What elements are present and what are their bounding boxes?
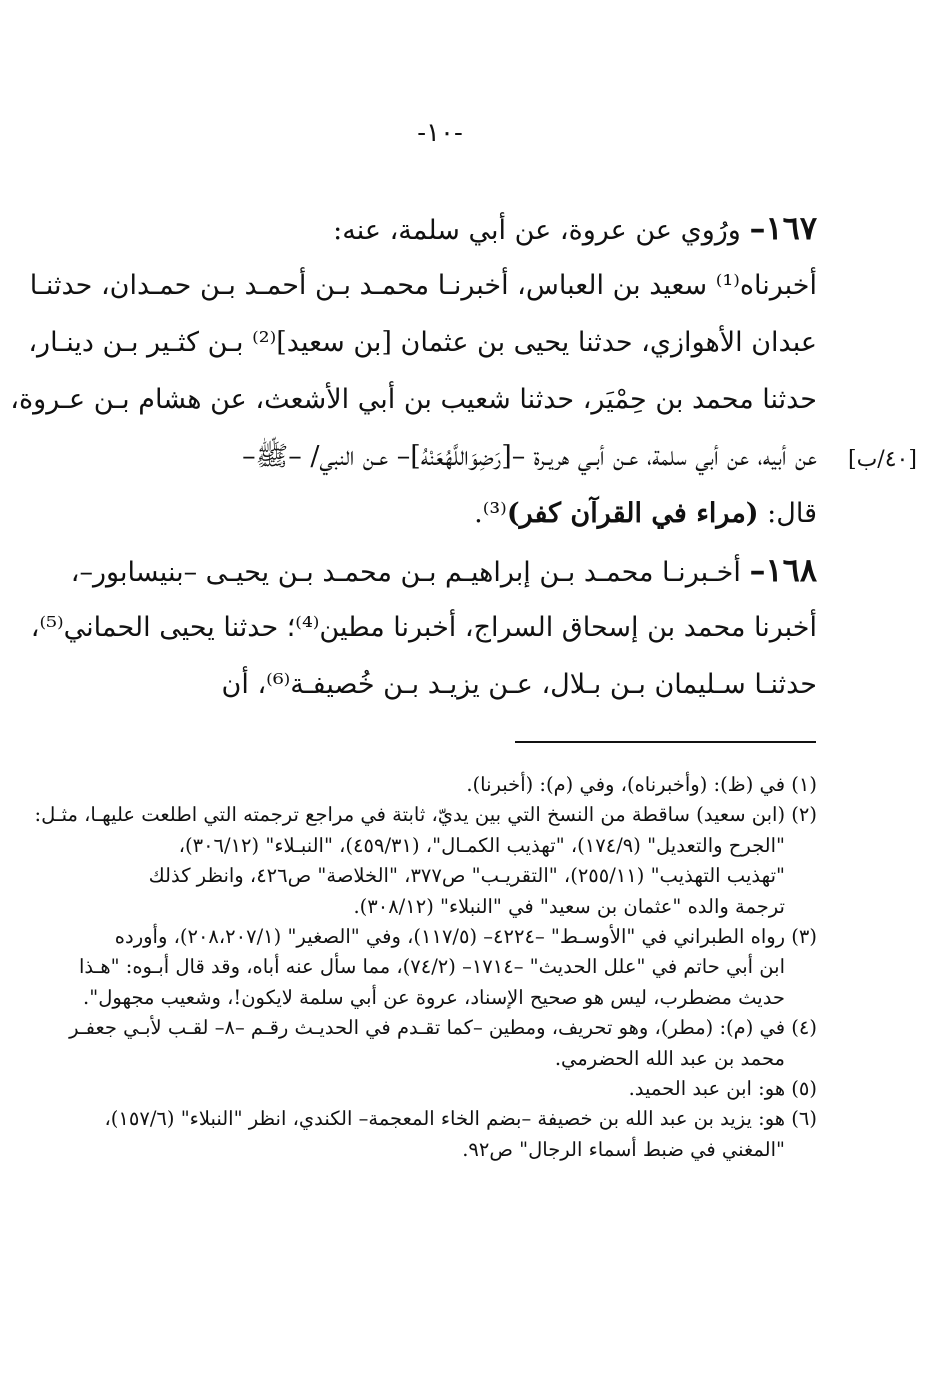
footnote-line: ابن أبي حاتم في "علل الحديث" –١٧١٤– (٧٤/٢)، مما سأل عنه أباه، وقد قال أبـوه: "هـذا xyxy=(78,955,785,979)
main-line: حدثنـا سـليمان بـن بـلال، عـن يزيـد بـن خُصيفـة⁽⁶⁾، أن xyxy=(221,669,817,700)
main-text xyxy=(10,200,817,713)
main-line: حدثنا محمد بن حِمْيَر، حدثنا شعيب بن أبي الأشعث، عن هشام بـن عـروة، xyxy=(10,384,817,415)
footnote-line: (٢) (ابن سعيد) ساقطة من النسخ التي بين يديّ، ثابتة في مراجع ترجمته التي اطلعت عليهـا، مثـل: xyxy=(34,803,817,827)
footnote-line: (٦) هو: يزيد بن عبد الله بن خصيفة –بضم الخاء المعجمة– الكندي، انظر "النبلاء" (١٥٧/٦)، xyxy=(104,1107,817,1131)
main-line: قال: (مراء في القرآن كفر)⁽³⁾. xyxy=(474,498,817,529)
main-line: أخبرنا محمد بن إسحاق السراج، أخبرنا مطين⁽⁴⁾؛ حدثنا يحيى الحماني⁽⁵⁾، xyxy=(30,612,817,643)
footnote-separator xyxy=(515,741,816,743)
footnote-line: (٣) رواه الطبراني في "الأوسـط" –٤٢٢٤– (١١٧/٥)، وفي "الصغير" (٢٠٨،٢٠٧/١)، وأورده xyxy=(114,924,817,948)
footnote-line: "الجرح والتعديل" (١٧٤/٩)، "تهذيب الكمـال"، (٤٥٩/٣١)، "النبـلاء" (٣٠٦/١٢)، xyxy=(178,833,785,857)
footnote-line: حديث مضطرب، ليس هو صحيح الإسناد، عروة عن أبي سلمة لايكون!، وشعيب مجهول". xyxy=(83,985,785,1009)
main-line: عن أبيه، عن أبي سلمة، عـن أبـي هريـرة –[رَضِوَاللَّهُعَنْهُ]– عـن النبي/ –ﷺ– xyxy=(242,441,817,472)
footnote-line: "تهذيب التهذيب" (٢٥٥/١١)، "التقريـب" ص٣٧٧، "الخلاصة" ص٤٢٦، وانظر كذلك xyxy=(148,864,785,888)
footnote-line: محمد بن عبد الله الحضرمي. xyxy=(554,1046,785,1070)
footnote-line: (٤) في (م): (مطر)، وهو تحريف، ومطين –كما تقـدم في الحديـث رقـم –٨– لقـب لأبـي جعفـر xyxy=(69,1016,817,1040)
footnotes xyxy=(34,770,817,1165)
hadith-number: ١٦٧– xyxy=(749,209,817,247)
main-line: ١٦٧– ورُوي عن عروة، عن أبي سلمة، عنه: xyxy=(333,209,817,247)
page-number: -١٠- xyxy=(417,118,463,148)
main-line: أخبرناه⁽¹⁾ سعيد بن العباس، أخبرنـا محمـد بـن أحمـد بـن حمـدان، حدثنـا xyxy=(29,270,817,301)
folio-margin-note: [٤٠/ب] xyxy=(848,447,917,472)
main-line: عبدان الأهوازي، حدثنا يحيى بن عثمان [بن سعيد]⁽²⁾ بـن كثـير بـن دينـار، xyxy=(28,327,817,358)
main-line: ١٦٨– أخـبرنـا محمـد بـن إبراهيـم بـن محمـد بـن يحيـى –بنيسابور–، xyxy=(70,551,817,589)
hadith-matn: (مراء في القرآن كفر) xyxy=(506,498,759,529)
hadith-number: ١٦٨– xyxy=(749,551,817,589)
footnote-line: "المغني في ضبط أسماء الرجال" ص٩٢. xyxy=(462,1137,785,1161)
footnote-line: (١) في (ظ): (وأخبرناه)، وفي (م): (أخبرنا). xyxy=(466,773,817,796)
footnote-line: ترجمة والده "عثمان بن سعيد" في "النبلاء" (٣٠٨/١٢). xyxy=(353,894,785,918)
footnote-line: (٥) هو: ابن عبد الحميد. xyxy=(628,1076,817,1100)
